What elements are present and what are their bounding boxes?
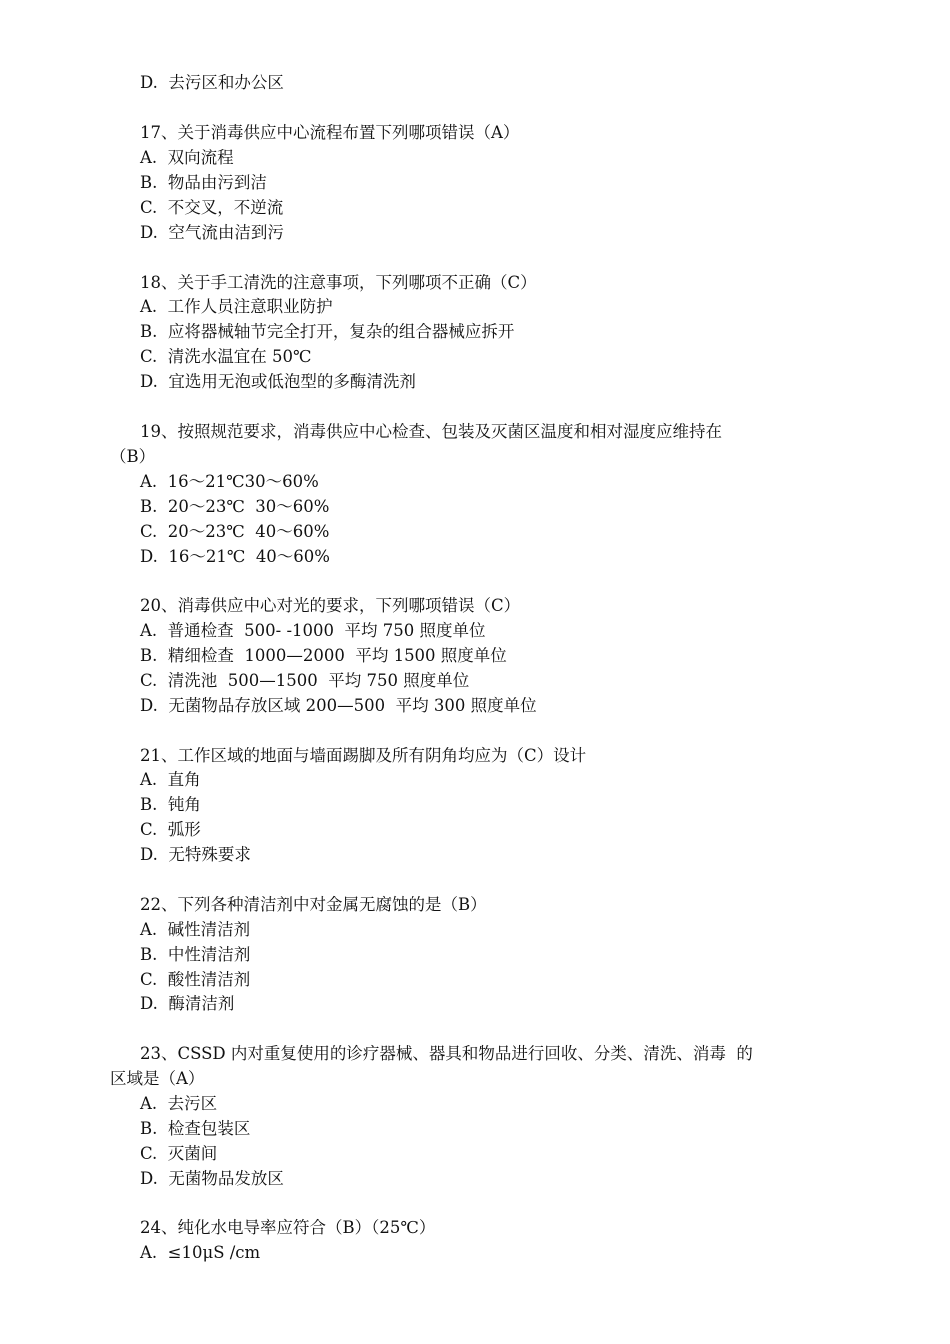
option-line: C. 不交叉，不逆流 [140,198,284,217]
question-stem: 23、CSSD 内对重复使用的诊疗器械、器具和物品进行回收、分类、清洗、消毒 的 [140,1044,753,1063]
option-line: A. 工作人员注意职业防护 [140,297,333,316]
option-line: A. ≤10μS /cm [140,1243,261,1262]
option-line: A. 去污区 [140,1094,218,1113]
question-stem: 17、关于消毒供应中心流程布置下列哪项错误（A） [140,123,520,142]
option-line: D. 无菌物品存放区域 200—500 平均 300 照度单位 [140,696,537,715]
question-stem: 21、工作区域的地面与墙面踢脚及所有阴角均应为（C）设计 [140,746,587,765]
option-line: A. 碱性清洁剂 [140,920,251,939]
question-stem: 20、消毒供应中心对光的要求，下列哪项错误（C） [140,596,521,615]
option-line: B. 物品由污到洁 [140,173,267,192]
option-line: D. 空气流由洁到污 [140,223,284,242]
option-line: C. 弧形 [140,820,201,839]
option-line: C. 灭菌间 [140,1144,218,1163]
option-line: A. 16～21℃30～60% [140,472,319,491]
option-line: B. 钝角 [140,795,201,814]
option-line: D. 去污区和办公区 [140,73,284,92]
option-line: C. 清洗水温宜在 50℃ [140,347,312,366]
question-stem: 24、纯化水电导率应符合（B）（25℃） [140,1218,436,1237]
option-line: B. 中性清洁剂 [140,945,251,964]
option-line: D. 16～21℃ 40～60% [140,547,330,566]
option-line: D. 酶清洁剂 [140,994,235,1013]
option-line: D. 无菌物品发放区 [140,1169,284,1188]
question-stem: 19、按照规范要求，消毒供应中心检查、包装及灭菌区温度和相对湿度应维持在 [140,422,722,441]
question-stem-continuation: （B） [110,447,156,466]
option-line: B. 20～23℃ 30～60% [140,497,330,516]
option-line: D. 无特殊要求 [140,845,251,864]
option-line: A. 普通检查 500- -1000 平均 750 照度单位 [140,621,486,640]
option-line: D. 宜选用无泡或低泡型的多酶清洗剂 [140,372,416,391]
option-line: A. 双向流程 [140,148,234,167]
option-line: C. 清洗池 500—1500 平均 750 照度单位 [140,671,470,690]
option-line: A. 直角 [140,770,201,789]
option-line: C. 酸性清洁剂 [140,970,251,989]
question-stem: 18、关于手工清洗的注意事项，下列哪项不正确（C） [140,273,537,292]
option-line: B. 应将器械轴节完全打开，复杂的组合器械应拆开 [140,322,515,341]
option-line: B. 检查包装区 [140,1119,251,1138]
question-stem-continuation: 区域是（A） [110,1069,205,1088]
option-line: B. 精细检查 1000—2000 平均 1500 照度单位 [140,646,507,665]
option-line: C. 20～23℃ 40～60% [140,522,330,541]
question-stem: 22、下列各种清洁剂中对金属无腐蚀的是（B） [140,895,487,914]
